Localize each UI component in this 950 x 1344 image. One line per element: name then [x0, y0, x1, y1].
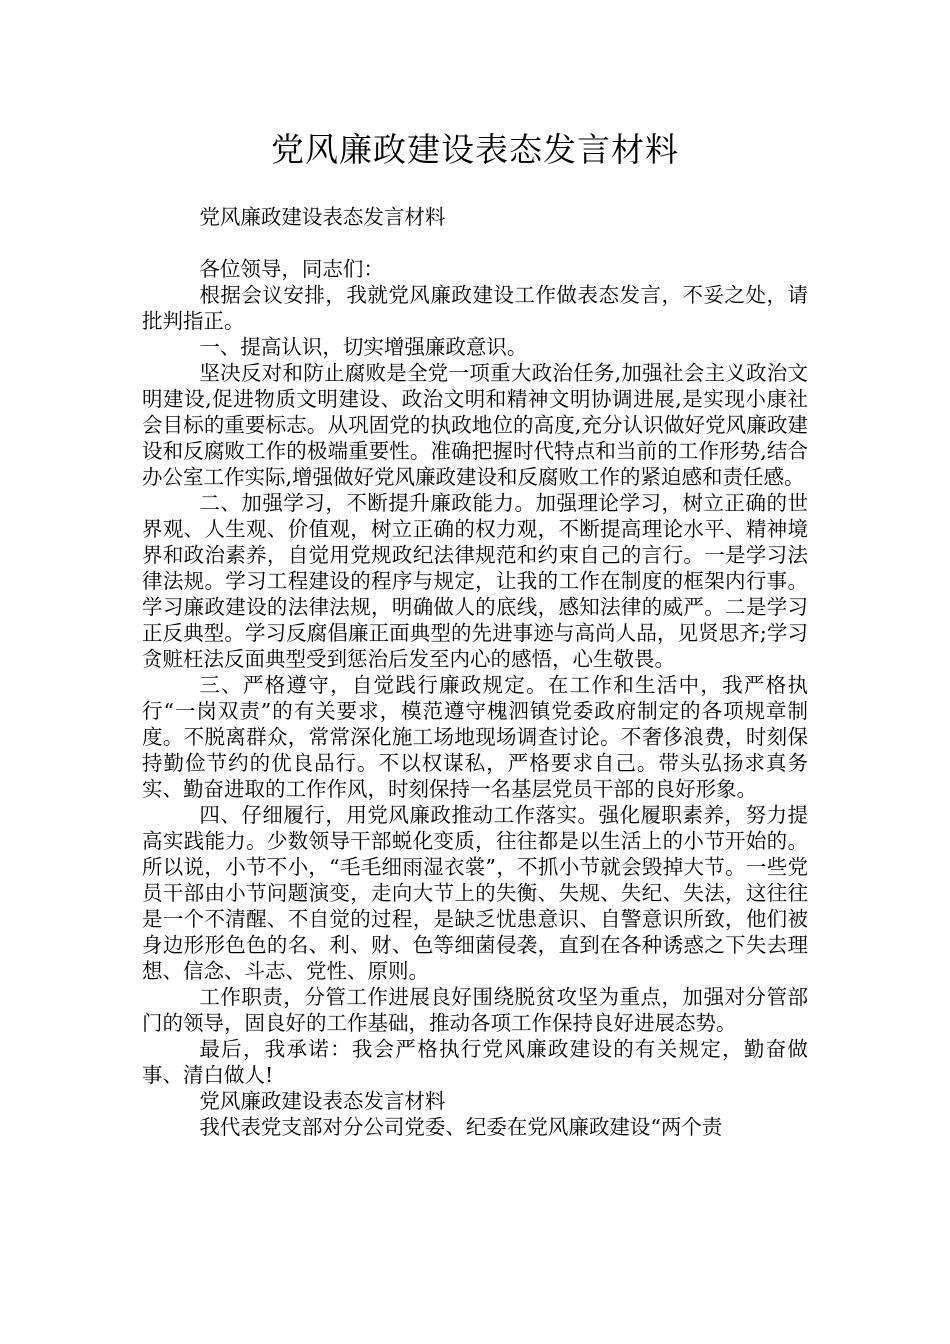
paragraph-section-4: 四、仔细履行，用党风廉政推动工作落实。强化履职素养，努力提高实践能力。少数领导干部蜕化变质，往往都是以生活上的小节开始的。所以说，小节不小，“毛毛细雨湿衣裳”，不抓小节就会毁掉大节。一些党员干部由小节问题演变，走向大节上的失衡、失规、失纪、失法，这往往是一个不清醒、不自觉的过程，是缺乏忧患意识、自警意识所致，他们被身边形形色色的名、利、财、色等细菌侵袭，直到在各种诱惑之下失去理想、信念、斗志、党性、原则。: [142, 803, 808, 983]
paragraph-second-document-start: 我代表党支部对分公司党委、纪委在党风廉政建设“两个责: [199, 1115, 723, 1139]
paragraph-opening: 根据会议安排，我就党风廉政建设工作做表态发言，不妥之处，请批判指正。: [142, 283, 808, 333]
document-subtitle: 党风廉政建设表态发言材料: [199, 205, 446, 229]
paragraph-section-3: 三、严格遵守，自觉践行廉政规定。在工作和生活中，我严格执行“一岗双责”的有关要求，模范遵守槐泗镇党委政府制定的各项规章制度。不脱离群众，常常深化施工场地现场调查讨论。不奢侈浪费，时刻保持勤俭节约的优良品行。不以权谋私，严格要求自己。带头弘扬求真务实、勤奋进取的工作作风，时刻保持一名基层党员干部的良好形象。: [142, 673, 808, 801]
salutation: 各位领导，同志们：: [199, 257, 384, 281]
document-title: 党风廉政建设表态发言材料: [271, 130, 679, 169]
paragraph-section-2: 二、加强学习，不断提升廉政能力。加强理论学习，树立正确的世界观、人生观、价值观，树立正确的权力观，不断提高理论水平、精神境界和政治素养，自觉用党规政纪法律规范和约束自己的言行。一是学习法律法规。学习工程建设的程序与规定，让我的工作在制度的框架内行事。学习廉政建设的法律法规，明确做人的底线，感知法律的威严。二是学习正反典型。学习反腐倡廉正面典型的先进事迹与高尚人品，见贤思齐;学习贪赃枉法反面典型受到惩治后发至内心的感悟，心生敬畏。: [142, 491, 808, 671]
paragraph-duties: 工作职责，分管工作进展良好围绕脱贫攻坚为重点，加强对分管部门的领导，固良好的工作基础，推动各项工作保持良好进展态势。: [142, 985, 808, 1035]
second-document-heading: 党风廉政建设表态发言材料: [199, 1089, 446, 1113]
paragraph-section-1: 坚决反对和防止腐败是全党一项重大政治任务,加强社会主义政治文明建设,促进物质文明建设、政治文明和精神文明协调进展,是实现小康社会目标的重要标志。从巩固党的执政地位的高度,充分认识做好党风廉政建设和反腐败工作的极端重要性。准确把握时代特点和当前的工作形势,结合办公室工作实际,增强做好党风廉政建设和反腐败工作的紧迫感和责任感。: [142, 361, 808, 489]
heading-section-1: 一、提高认识，切实增强廉政意识。: [199, 335, 528, 359]
paragraph-closing: 最后，我承诺：我会严格执行党风廉政建设的有关规定，勤奋做事、清白做人!: [142, 1037, 808, 1087]
